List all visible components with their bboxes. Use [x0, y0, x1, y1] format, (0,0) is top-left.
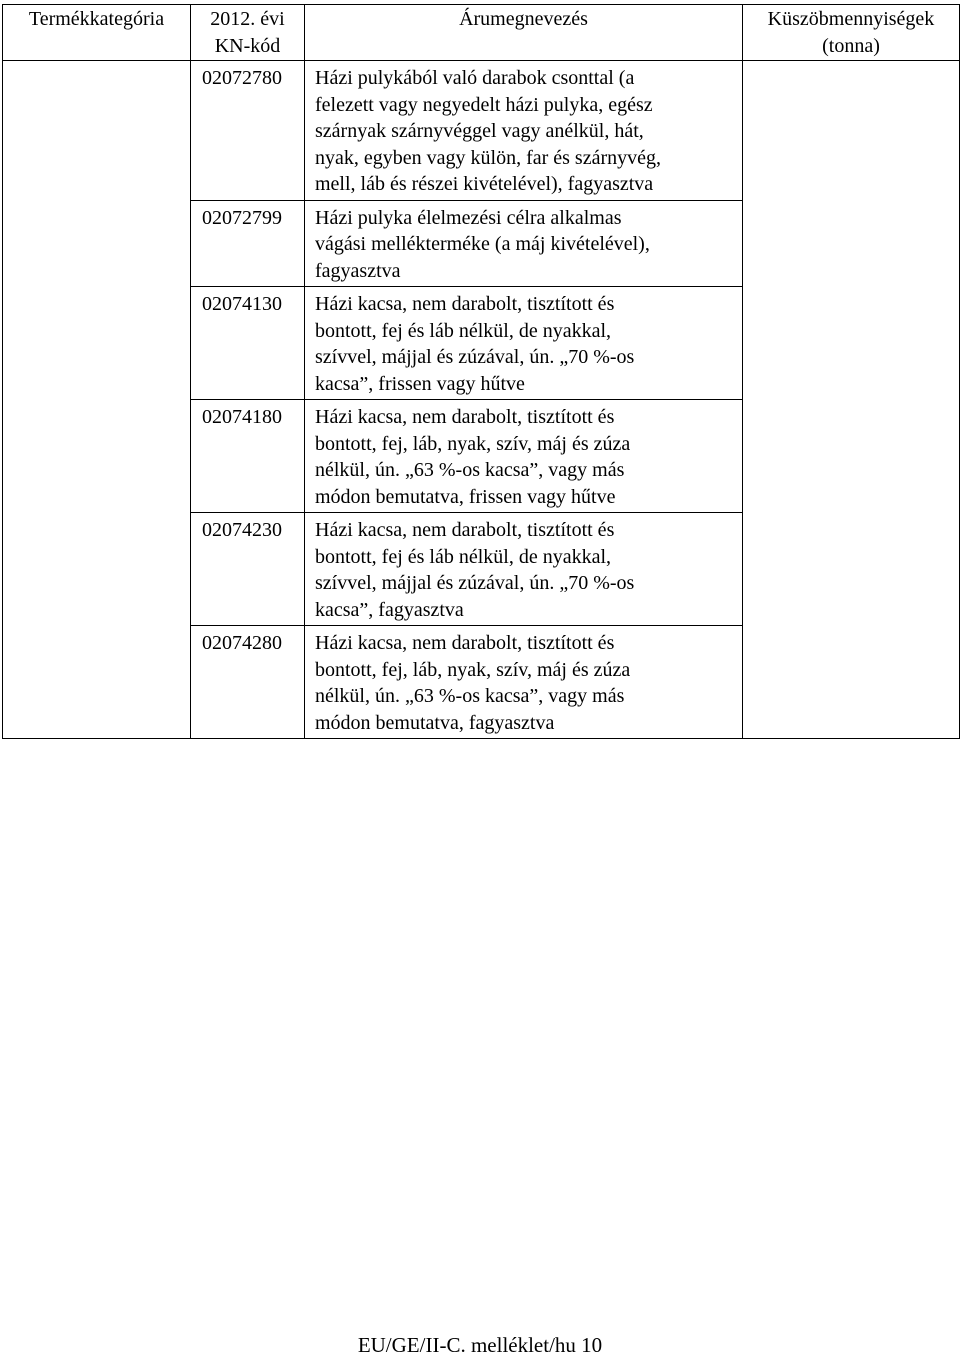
category-cell — [3, 61, 191, 739]
description-line: szívvel, májjal és zúzával, ún. „70 %-os — [315, 346, 635, 368]
description-line: bontott, fej, láb, nyak, szív, máj és zúza — [315, 432, 631, 455]
header-description — [305, 5, 743, 61]
description-line: Házi pulykából való darabok csonttal (a — [315, 67, 635, 89]
header-description-label: Árumegnevezés — [459, 8, 588, 30]
description-line: nyak, egyben vagy külön, far és szárnyvég, — [315, 146, 661, 169]
description-line: kacsa”, frissen vagy hűtve — [315, 372, 525, 395]
table-header-row — [3, 5, 960, 61]
description-cell — [305, 513, 743, 626]
header-cn-code-line2: KN-kód — [214, 34, 281, 57]
threshold-cell — [743, 61, 960, 739]
header-threshold — [743, 5, 960, 61]
description-line: szárnyak szárnyvéggel vagy anélkül, hát, — [315, 120, 644, 142]
header-category-label: Termékkategória — [28, 8, 165, 30]
description-line: Házi kacsa, nem darabolt, tisztított és — [315, 519, 615, 541]
cn-code-cell: 02074180 — [191, 400, 305, 513]
description-line: felezett vagy negyedelt házi pulyka, egész — [315, 93, 653, 116]
description-line: Házi kacsa, nem darabolt, tisztított és — [315, 632, 615, 654]
description-line: Házi pulyka élelmezési célra alkalmas — [315, 206, 622, 229]
description-line: bontott, fej, láb, nyak, szív, máj és zúza — [315, 658, 631, 681]
table-row — [3, 61, 960, 201]
header-category — [3, 5, 191, 61]
description-line: kacsa”, fagyasztva — [315, 598, 464, 621]
cn-code-cell: 02072780 — [191, 61, 305, 201]
description-line: szívvel, májjal és zúzával, ún. „70 %-os — [315, 572, 635, 594]
cn-code-cell: 02074230 — [191, 513, 305, 626]
description-line: Házi kacsa, nem darabolt, tisztított és — [315, 406, 615, 428]
description-cell — [305, 400, 743, 513]
description-line: Házi kacsa, nem darabolt, tisztított és — [315, 293, 615, 315]
header-cn-code — [191, 5, 305, 61]
description-line: fagyasztva — [315, 259, 401, 282]
description-cell — [305, 626, 743, 739]
description-line: módon bemutatva, fagyasztva — [315, 711, 555, 734]
header-cn-code-line1: 2012. évi — [210, 8, 285, 30]
description-line: vágási mellékterméke (a máj kivételével), — [315, 233, 650, 255]
description-cell — [305, 61, 743, 201]
description-line: bontott, fej és láb nélkül, de nyakkal, — [315, 319, 612, 342]
page-footer-reference: EU/GE/II-C. melléklet/hu 10 — [357, 1333, 603, 1357]
cn-code-cell: 02074280 — [191, 626, 305, 739]
cn-code-cell: 02072799 — [191, 200, 305, 287]
description-line: bontott, fej és láb nélkül, de nyakkal, — [315, 545, 612, 568]
header-threshold-line1: Küszöbmennyiségek — [767, 8, 935, 30]
description-line: mell, láb és részei kivételével), fagyasztva — [315, 173, 654, 195]
product-threshold-table — [2, 4, 960, 739]
cn-code-cell: 02074130 — [191, 287, 305, 400]
description-line: nélkül, ún. „63 %-os kacsa”, vagy más — [315, 685, 625, 707]
description-cell — [305, 200, 743, 287]
description-line: nélkül, ún. „63 %-os kacsa”, vagy más — [315, 459, 625, 481]
description-line: módon bemutatva, frissen vagy hűtve — [315, 485, 616, 508]
table-body — [3, 61, 960, 739]
header-threshold-line2: (tonna) — [822, 34, 880, 57]
description-cell — [305, 287, 743, 400]
